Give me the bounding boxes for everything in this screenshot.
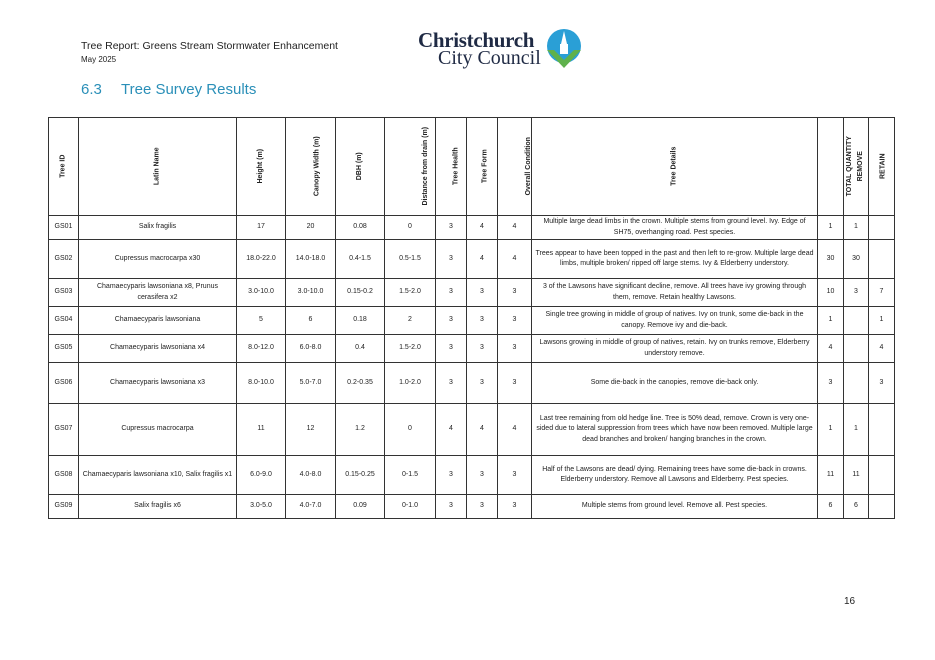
condition-cell: 4 <box>498 216 532 240</box>
details-cell: Some die-back in the canopies, remove die-back only. <box>532 363 818 404</box>
total-cell: 6 <box>818 495 844 519</box>
tree-id-cell: GS05 <box>49 335 79 363</box>
table-row <box>49 456 895 495</box>
details-cell: Multiple large dead limbs in the crown. Multiple stems from ground level. Ivy. Edge of SH75, overhanging road. Pest species. <box>532 216 818 240</box>
header-cell: Tree Health <box>436 118 467 216</box>
latin-name-cell: Chamaecyparis lawsoniana x10, Salix fragilis x1 <box>79 456 237 495</box>
retain-cell <box>869 495 895 519</box>
table-row <box>49 335 895 363</box>
report-date: May 2025 <box>81 55 117 64</box>
retain-cell <box>869 404 895 456</box>
latin-name-cell: Salix fragilis x6 <box>79 495 237 519</box>
form-cell: 4 <box>467 240 498 279</box>
height-cell: 11 <box>237 404 286 456</box>
page-number: 16 <box>844 596 856 607</box>
condition-cell: 4 <box>498 240 532 279</box>
table-header-row <box>49 118 895 216</box>
section-heading <box>81 81 256 98</box>
header-cell: Height (m) <box>237 118 286 216</box>
total-cell: 1 <box>818 216 844 240</box>
section-number: 6.3 <box>81 81 102 98</box>
details-cell: Half of the Lawsons are dead/ dying. Remaining trees have some die-back in crowns. Elderberry understory. Remove all Lawsons and Elderberry. Pest species. <box>532 456 818 495</box>
tree-survey-table <box>48 117 895 519</box>
retain-cell: 4 <box>869 335 895 363</box>
latin-name-cell: Chamaecyparis lawsoniana <box>79 307 237 335</box>
retain-cell: 1 <box>869 307 895 335</box>
remove-cell: 1 <box>844 216 869 240</box>
cathedral-emblem-icon <box>544 28 584 68</box>
retain-cell <box>869 456 895 495</box>
form-cell: 3 <box>467 279 498 307</box>
remove-cell: 30 <box>844 240 869 279</box>
dbh-cell: 1.2 <box>336 404 385 456</box>
dbh-cell: 0.15-0.25 <box>336 456 385 495</box>
form-cell: 3 <box>467 335 498 363</box>
tree-id-cell: GS08 <box>49 456 79 495</box>
retain-cell <box>869 216 895 240</box>
remove-cell <box>844 363 869 404</box>
dbh-cell: 0.09 <box>336 495 385 519</box>
condition-cell: 4 <box>498 404 532 456</box>
health-cell: 3 <box>436 363 467 404</box>
latin-name-cell: Cupressus macrocarpa <box>79 404 237 456</box>
health-cell: 3 <box>436 240 467 279</box>
details-cell: Multiple stems from ground level. Remove all. Pest species. <box>532 495 818 519</box>
canopy-cell: 6.0-8.0 <box>286 335 336 363</box>
distance-cell: 0-1.5 <box>385 456 436 495</box>
height-cell: 18.0-22.0 <box>237 240 286 279</box>
retain-cell: 3 <box>869 363 895 404</box>
total-cell: 3 <box>818 363 844 404</box>
logo-text-line1: Christchurch <box>418 28 535 52</box>
distance-cell: 0 <box>385 216 436 240</box>
logo-text-line2: City Council <box>438 47 541 69</box>
canopy-cell: 5.0-7.0 <box>286 363 336 404</box>
health-cell: 3 <box>436 307 467 335</box>
header-cell: Canopy Width (m) <box>286 118 336 216</box>
height-cell: 3.0-5.0 <box>237 495 286 519</box>
header-cell: Overall Condition <box>498 118 532 216</box>
canopy-cell: 4.0-8.0 <box>286 456 336 495</box>
latin-name-cell: Chamaecyparis lawsoniana x4 <box>79 335 237 363</box>
dbh-cell: 0.4-1.5 <box>336 240 385 279</box>
health-cell: 3 <box>436 335 467 363</box>
remove-cell: 3 <box>844 279 869 307</box>
distance-cell: 0 <box>385 404 436 456</box>
header-cell: Tree Form <box>467 118 498 216</box>
remove-cell: 11 <box>844 456 869 495</box>
height-cell: 5 <box>237 307 286 335</box>
form-cell: 3 <box>467 495 498 519</box>
form-cell: 4 <box>467 404 498 456</box>
dbh-cell: 0.18 <box>336 307 385 335</box>
header-cell: Distance from drain (m) <box>385 118 436 216</box>
remove-cell: 6 <box>844 495 869 519</box>
distance-cell: 2 <box>385 307 436 335</box>
tree-id-cell: GS03 <box>49 279 79 307</box>
form-cell: 3 <box>467 456 498 495</box>
details-cell: 3 of the Lawsons have significant decline, remove. All trees have ivy growing through them, remove. Retain healthy Lawsons. <box>532 279 818 307</box>
form-cell: 3 <box>467 307 498 335</box>
section-title: Tree Survey Results <box>121 81 257 98</box>
canopy-cell: 12 <box>286 404 336 456</box>
canopy-cell: 3.0-10.0 <box>286 279 336 307</box>
condition-cell: 3 <box>498 363 532 404</box>
table-row <box>49 404 895 456</box>
latin-name-cell: Chamaecyparis lawsoniana x3 <box>79 363 237 404</box>
condition-cell: 3 <box>498 335 532 363</box>
distance-cell: 1.5-2.0 <box>385 335 436 363</box>
details-cell: Last tree remaining from old hedge line. Tree is 50% dead, remove. Crown is very one-sided due to lateral suppression from trees which have now been removed. Multiple large dead branches and broken/ hanging branches in the crown. <box>532 404 818 456</box>
height-cell: 6.0-9.0 <box>237 456 286 495</box>
retain-cell: 7 <box>869 279 895 307</box>
total-cell: 4 <box>818 335 844 363</box>
remove-cell <box>844 307 869 335</box>
health-cell: 3 <box>436 216 467 240</box>
health-cell: 4 <box>436 404 467 456</box>
latin-name-cell: Cupressus macrocarpa x30 <box>79 240 237 279</box>
header-cell: Tree ID <box>49 118 79 216</box>
remove-cell: 1 <box>844 404 869 456</box>
tree-id-cell: GS04 <box>49 307 79 335</box>
latin-name-cell: Chamaecyparis lawsoniana x8, Prunus cerasifera x2 <box>79 279 237 307</box>
height-cell: 17 <box>237 216 286 240</box>
health-cell: 3 <box>436 456 467 495</box>
condition-cell: 3 <box>498 307 532 335</box>
tree-id-cell: GS02 <box>49 240 79 279</box>
height-cell: 8.0-12.0 <box>237 335 286 363</box>
condition-cell: 3 <box>498 456 532 495</box>
header-cell: RETAIN <box>869 118 895 216</box>
tree-id-cell: GS09 <box>49 495 79 519</box>
tree-id-cell: GS07 <box>49 404 79 456</box>
health-cell: 3 <box>436 279 467 307</box>
form-cell: 4 <box>467 216 498 240</box>
council-logo <box>418 28 588 70</box>
details-cell: Trees appear to have been topped in the past and then left to re-grow. Multiple large dead limbs, multiple broken/ ripped off large stems. Ivy & Elderberry understory. <box>532 240 818 279</box>
tree-id-cell: GS01 <box>49 216 79 240</box>
table-row <box>49 307 895 335</box>
total-cell: 1 <box>818 404 844 456</box>
header-cell: DBH (m) <box>336 118 385 216</box>
height-cell: 3.0-10.0 <box>237 279 286 307</box>
remove-cell <box>844 335 869 363</box>
canopy-cell: 4.0-7.0 <box>286 495 336 519</box>
table-row <box>49 495 895 519</box>
header-cell: Tree Details <box>532 118 818 216</box>
canopy-cell: 20 <box>286 216 336 240</box>
canopy-cell: 14.0-18.0 <box>286 240 336 279</box>
total-cell: 1 <box>818 307 844 335</box>
latin-name-cell: Salix fragilis <box>79 216 237 240</box>
total-cell: 10 <box>818 279 844 307</box>
height-cell: 8.0-10.0 <box>237 363 286 404</box>
total-cell: 30 <box>818 240 844 279</box>
total-cell: 11 <box>818 456 844 495</box>
distance-cell: 0.5-1.5 <box>385 240 436 279</box>
form-cell: 3 <box>467 363 498 404</box>
retain-cell <box>869 240 895 279</box>
distance-cell: 1.5-2.0 <box>385 279 436 307</box>
header-cell: Latin Name <box>79 118 237 216</box>
details-cell: Single tree growing in middle of group of natives. Ivy on trunk, some die-back in the canopy. Remove ivy and die-back. <box>532 307 818 335</box>
condition-cell: 3 <box>498 279 532 307</box>
header-cell: TOTAL QUANTITY <box>818 118 844 216</box>
health-cell: 3 <box>436 495 467 519</box>
table-row <box>49 216 895 240</box>
tree-id-cell: GS06 <box>49 363 79 404</box>
distance-cell: 1.0-2.0 <box>385 363 436 404</box>
canopy-cell: 6 <box>286 307 336 335</box>
dbh-cell: 0.4 <box>336 335 385 363</box>
table-row <box>49 279 895 307</box>
table-row <box>49 240 895 279</box>
condition-cell: 3 <box>498 495 532 519</box>
table-row <box>49 363 895 404</box>
header-cell: REMOVE <box>844 118 869 216</box>
dbh-cell: 0.2-0.35 <box>336 363 385 404</box>
report-title: Tree Report: Greens Stream Stormwater Enhancement <box>81 40 338 52</box>
details-cell: Lawsons growing in middle of group of natives, retain. Ivy on trunks remove, Elderberry understory remove. <box>532 335 818 363</box>
dbh-cell: 0.15-0.2 <box>336 279 385 307</box>
distance-cell: 0-1.0 <box>385 495 436 519</box>
dbh-cell: 0.08 <box>336 216 385 240</box>
